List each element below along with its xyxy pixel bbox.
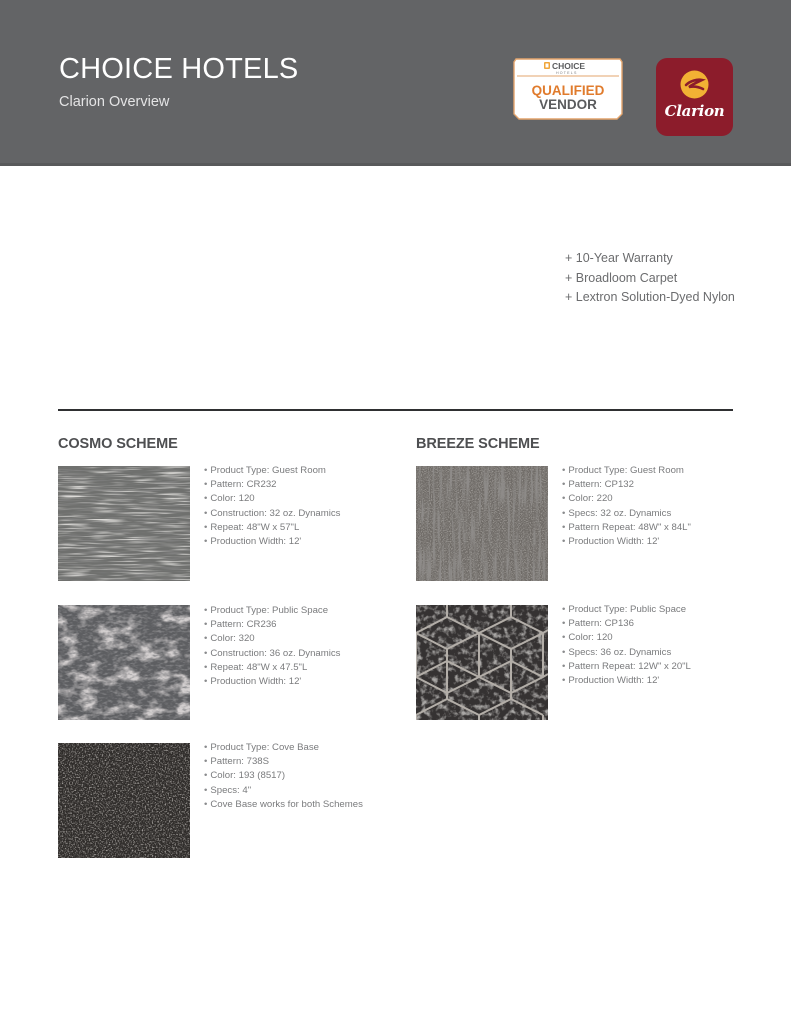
page-subtitle: Clarion Overview: [59, 94, 170, 110]
cosmo-scheme-title: COSMO SCHEME: [58, 436, 178, 452]
page-title: CHOICE HOTELS: [59, 53, 299, 85]
spec-item: • Specs: 4": [204, 784, 363, 798]
breeze-scheme-title: BREEZE SCHEME: [416, 436, 540, 452]
clarion-logo: [656, 58, 733, 136]
spec-item: • Specs: 36 oz. Dynamics: [562, 646, 691, 660]
spec-item: • Pattern Repeat: 48W" x 84L": [562, 521, 691, 535]
qualified-vendor-badge: [513, 58, 623, 120]
spec-item: • Production Width: 12': [562, 674, 691, 688]
page-header: [0, 0, 791, 166]
feature-list: [565, 249, 735, 308]
spec-item: • Pattern: 738S: [204, 755, 363, 769]
swatch-cr236: [58, 605, 190, 720]
clarion-wordmark: Clarion: [664, 102, 725, 120]
clarion-e-emblem-icon: [680, 70, 709, 99]
spec-item: • Construction: 36 oz. Dynamics: [204, 647, 340, 661]
spec-item: • Production Width: 12': [204, 675, 340, 689]
spec-item: • Production Width: 12': [204, 535, 340, 549]
swatch-cp132: [416, 466, 548, 581]
carpet-swatch-vertical-flame-icon: [416, 466, 548, 581]
spec-item: • Product Type: Public Space: [562, 603, 691, 617]
swatch-cr232: [58, 466, 190, 581]
spec-item: • Repeat: 48"W x 57"L: [204, 521, 340, 535]
cr236-spec-list: [204, 604, 340, 689]
svg-text:VENDOR: VENDOR: [539, 97, 597, 112]
swatch-cp136: [416, 605, 548, 720]
spec-item: • Color: 220: [562, 492, 691, 506]
spec-item: • Pattern Repeat: 12W" x 20"L: [562, 660, 691, 674]
spec-item: • Color: 120: [204, 492, 340, 506]
svg-text:HOTELS: HOTELS: [556, 71, 578, 75]
swatch-738s: [58, 743, 190, 858]
section-divider: [58, 409, 733, 411]
spec-item: • Color: 320: [204, 632, 340, 646]
cr232-spec-list: [204, 464, 340, 549]
spec-item: • Pattern: CP136: [562, 617, 691, 631]
cp136-spec-list: [562, 603, 691, 688]
carpet-swatch-distressed-icon: [58, 605, 190, 720]
spec-item: • Color: 193 (8517): [204, 769, 363, 783]
spec-item: • Pattern: CR232: [204, 478, 340, 492]
738s-spec-list: [204, 741, 363, 812]
spec-item: • Product Type: Public Space: [204, 604, 340, 618]
svg-text:CHOICE: CHOICE: [552, 61, 586, 71]
feature-item: + Lextron Solution-Dyed Nylon: [565, 290, 735, 304]
spec-item: • Production Width: 12': [562, 535, 691, 549]
spec-item: • Product Type: Guest Room: [204, 464, 340, 478]
spec-item: • Specs: 32 oz. Dynamics: [562, 507, 691, 521]
spec-item: • Construction: 32 oz. Dynamics: [204, 507, 340, 521]
carpet-swatch-horizontal-stripes-icon: [58, 466, 190, 581]
spec-item: • Product Type: Guest Room: [562, 464, 691, 478]
spec-item: • Product Type: Cove Base: [204, 741, 363, 755]
header-bottom-edge: [0, 163, 791, 166]
feature-item: + 10-Year Warranty: [565, 251, 673, 265]
feature-item: + Broadloom Carpet: [565, 270, 678, 285]
qualified-vendor-badge-icon: [513, 58, 623, 120]
spec-item: • Color: 120: [562, 631, 691, 645]
spec-item: • Repeat: 48"W x 47.5"L: [204, 661, 340, 675]
carpet-swatch-hexagon-cube-icon: [416, 605, 548, 720]
cp132-spec-list: [562, 464, 691, 549]
svg-text:QUALIFIED: QUALIFIED: [531, 83, 605, 98]
carpet-swatch-cove-base-icon: [58, 743, 190, 858]
spec-item: • Cove Base works for both Schemes: [204, 798, 363, 812]
spec-item: • Pattern: CP132: [562, 478, 691, 492]
spec-item: • Pattern: CR236: [204, 618, 340, 632]
